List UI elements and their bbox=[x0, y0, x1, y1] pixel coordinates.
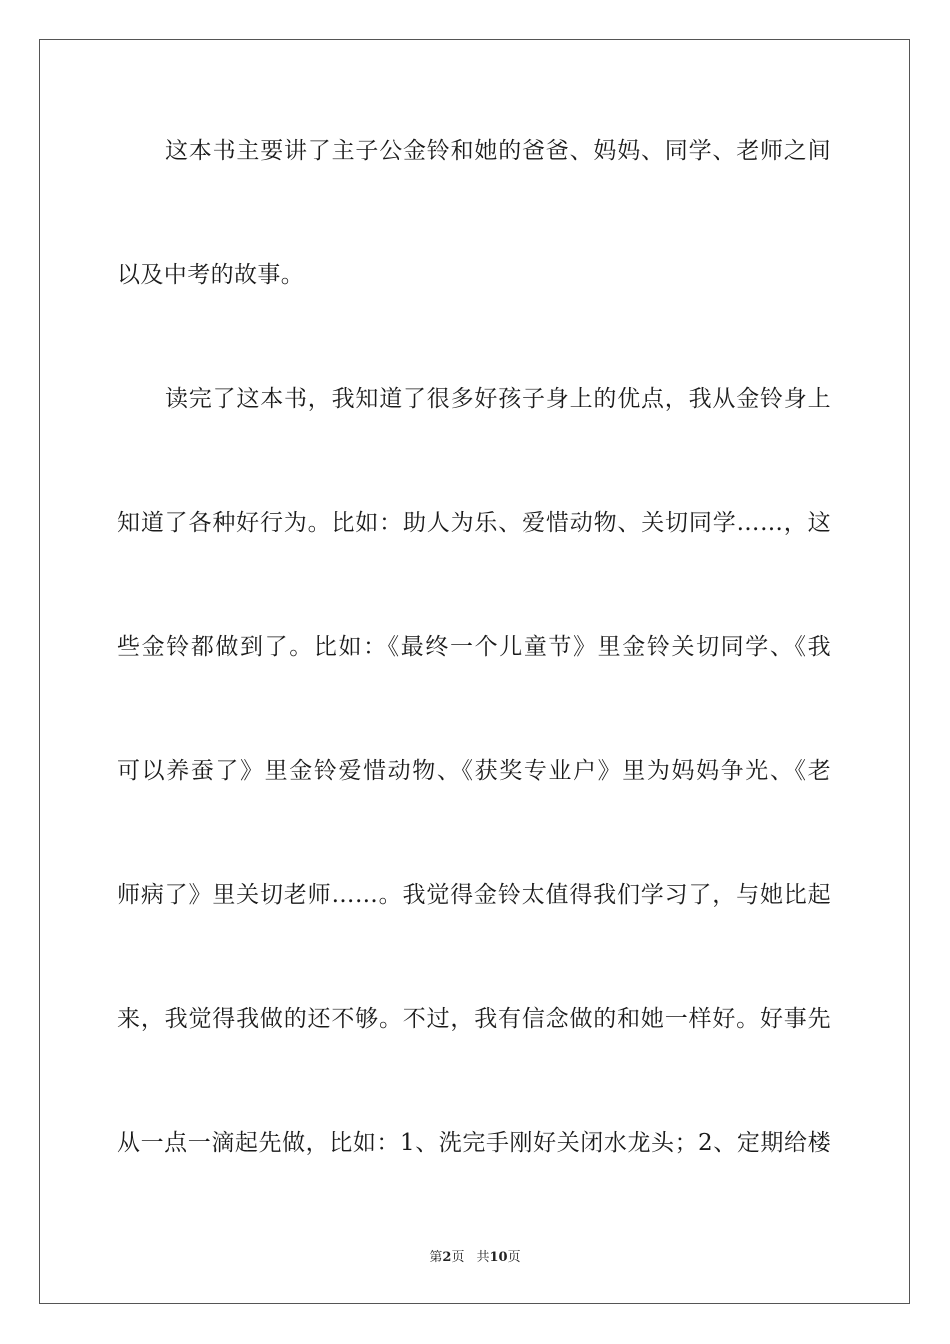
page-footer bbox=[0, 1250, 950, 1266]
paragraph-2-line-4: 可以养蚕了》里金铃爱惜动物、《获奖专业户》里为妈妈争光、《老 bbox=[117, 758, 831, 784]
footer-page-prefix: 第 bbox=[429, 1250, 443, 1265]
paragraph-2-line-7: 从一点一滴起先做，比如：1、洗完手刚好关闭水龙头；2、定期给楼 bbox=[117, 1130, 831, 1156]
footer-total-prefix: 共 bbox=[476, 1250, 490, 1265]
paragraph-2-line-2: 知道了各种好行为。比如：助人为乐、爱惜动物、关切同学……，这 bbox=[117, 510, 831, 536]
footer-total-pages: 10 bbox=[489, 1250, 508, 1265]
paragraph-2-line-1: 读完了这本书，我知道了很多好孩子身上的优点，我从金铃身上 bbox=[165, 386, 831, 412]
paragraph-2-line-6: 来，我觉得我做的还不够。不过，我有信念做的和她一样好。好事先 bbox=[117, 1006, 831, 1032]
footer-page-number: 2 bbox=[442, 1250, 452, 1265]
footer-total-suffix: 页 bbox=[507, 1250, 521, 1265]
paragraph-2-line-5: 师病了》里关切老师……。我觉得金铃太值得我们学习了，与她比起 bbox=[117, 882, 831, 908]
paragraph-1-line-2: 以及中考的故事。 bbox=[117, 262, 305, 288]
paragraph-1-line-1: 这本书主要讲了主子公金铃和她的爸爸、妈妈、同学、老师之间 bbox=[165, 138, 831, 164]
footer-page-suffix: 页 bbox=[451, 1250, 465, 1265]
page-border bbox=[39, 39, 910, 1304]
paragraph-2-line-3: 些金铃都做到了。比如：《最终一个儿童节》里金铃关切同学、《我 bbox=[117, 634, 831, 660]
